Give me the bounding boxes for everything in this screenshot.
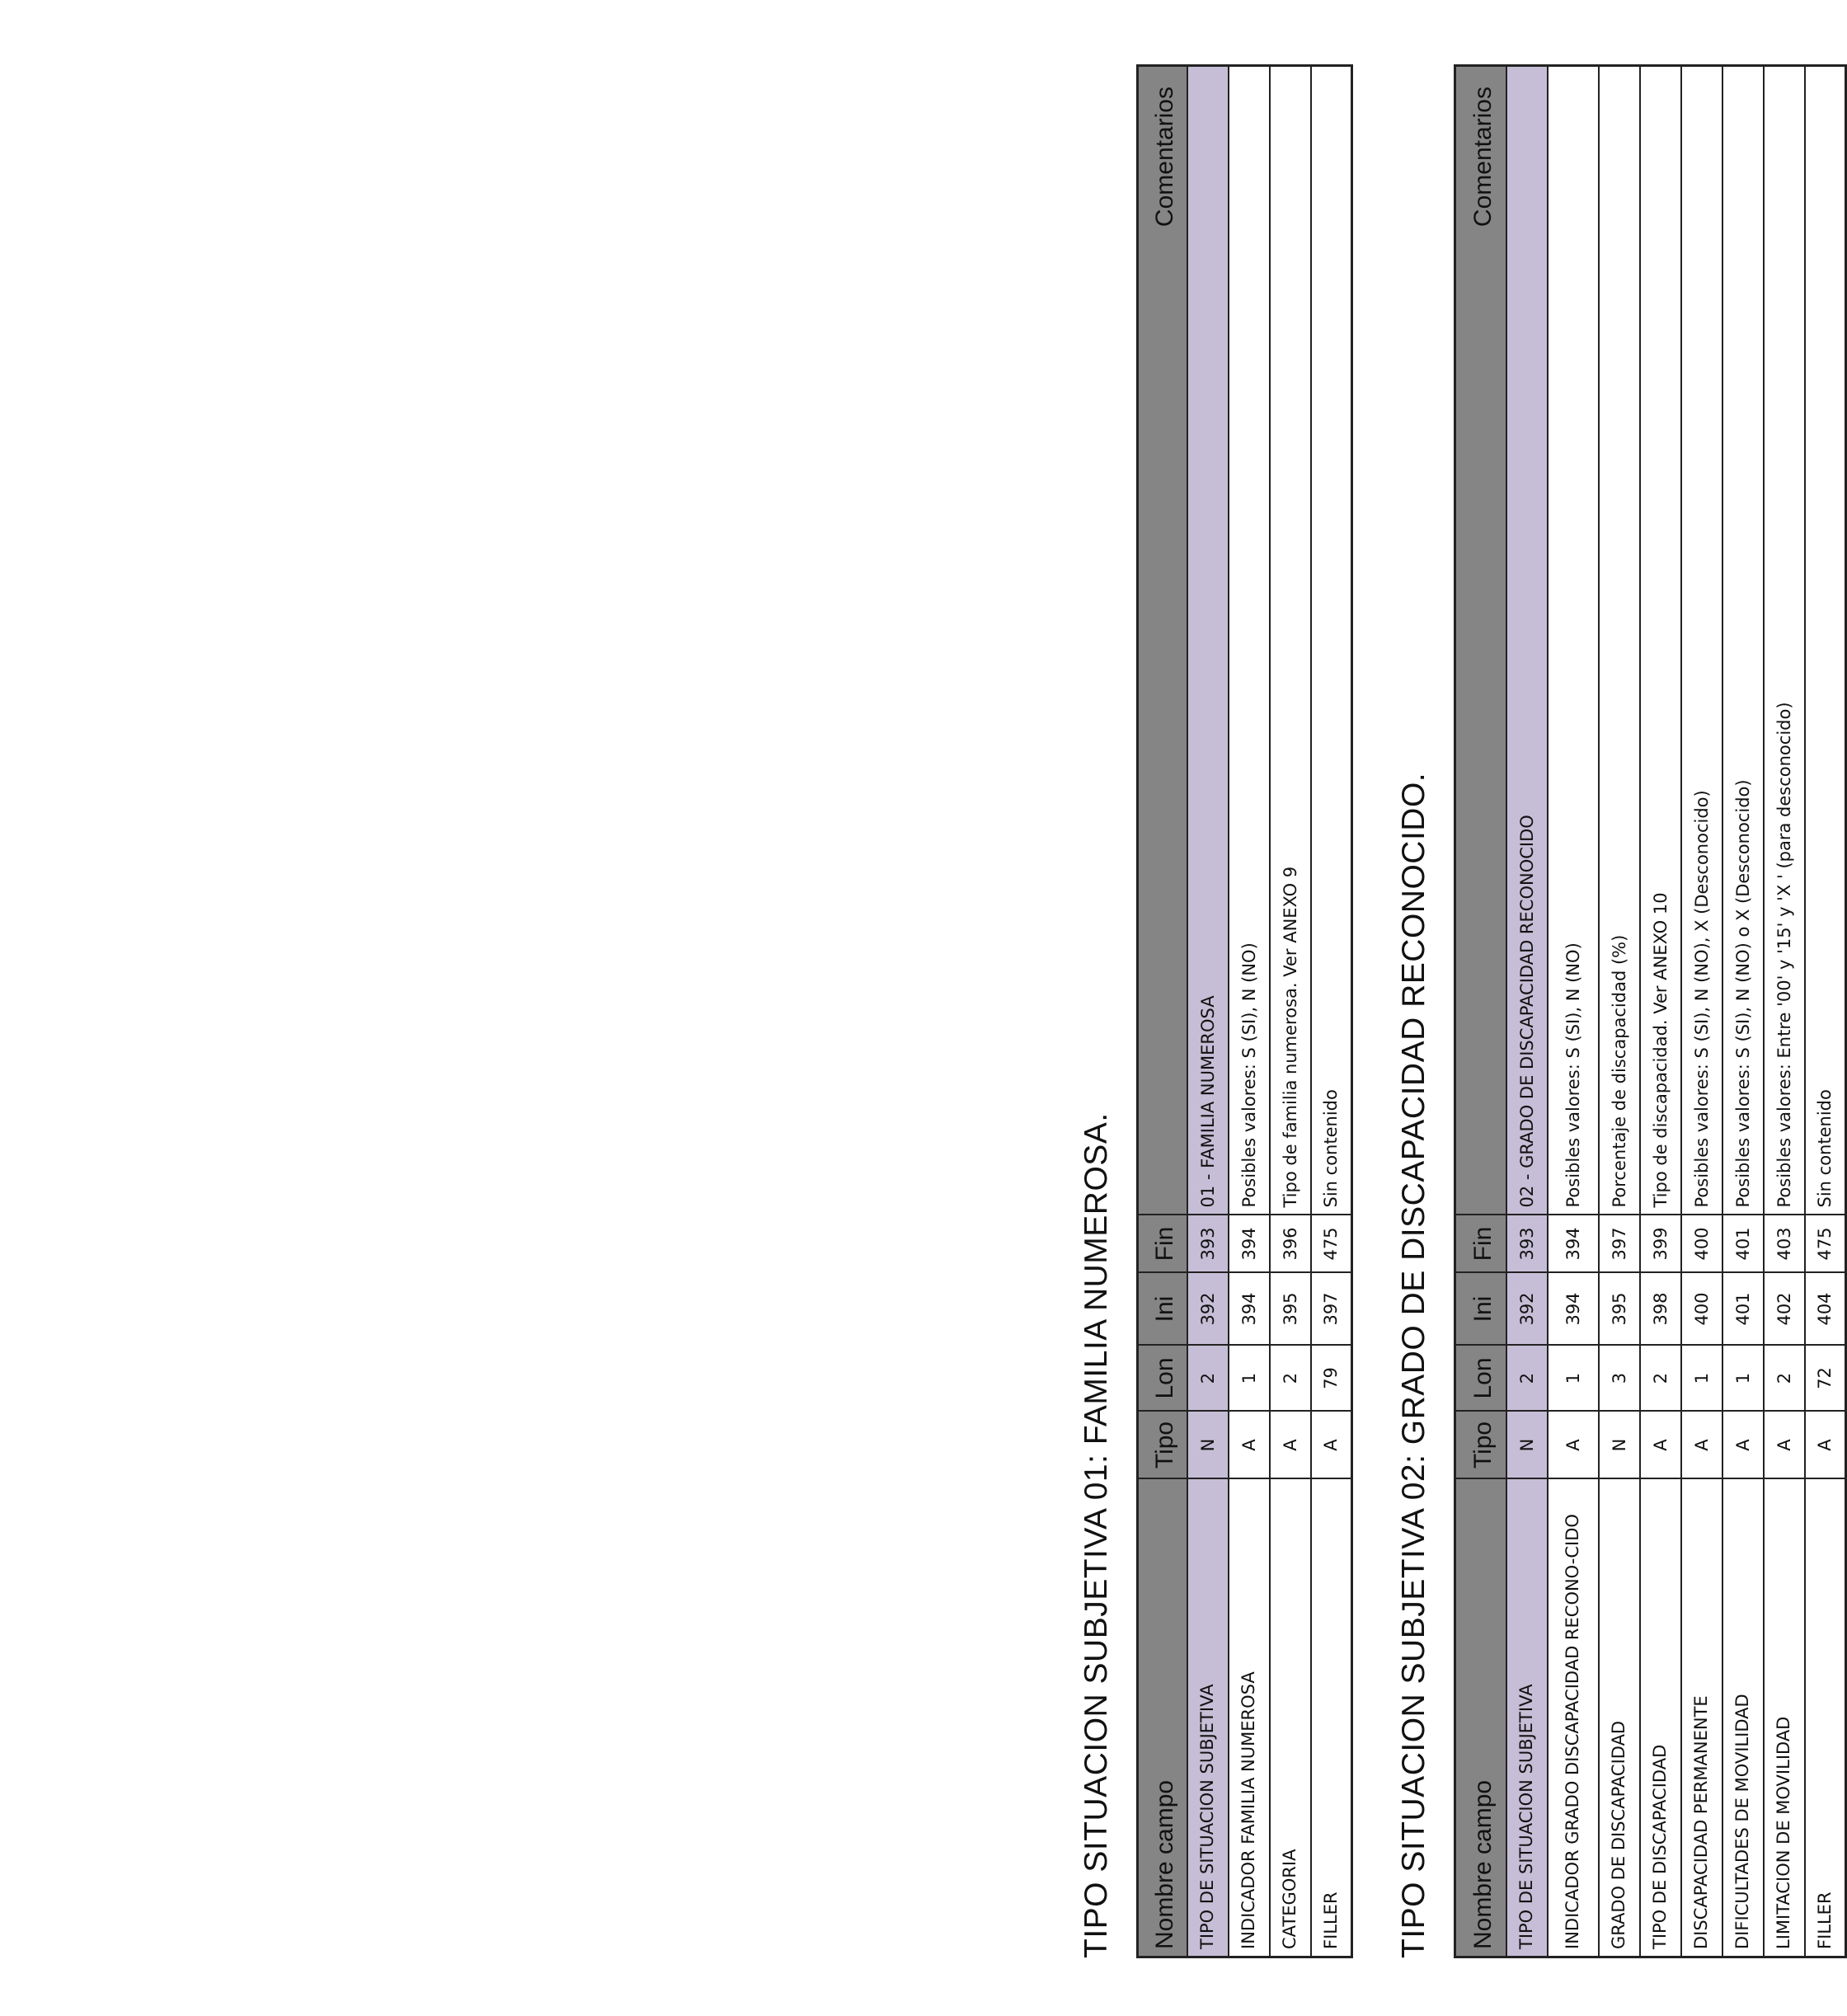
cell-comentario: 01 - FAMILIA NUMEROSA xyxy=(1187,66,1229,1215)
cell-fin: 396 xyxy=(1270,1215,1311,1273)
section-title-familia-numerosa: TIPO SITUACION SUBJETIVA 01: FAMILIA NUMEROSA. xyxy=(1079,1112,1114,1958)
cell-nombre: INDICADOR GRADO DISCAPACIDAD RECONO-CIDO xyxy=(1548,1479,1599,1957)
cell-fin: 393 xyxy=(1187,1215,1229,1273)
cell-nombre: FILLER xyxy=(1805,1479,1846,1957)
table-row xyxy=(1640,66,1681,1957)
cell-ini: 401 xyxy=(1722,1273,1764,1346)
table-familia-numerosa xyxy=(1136,64,1353,1958)
cell-fin: 393 xyxy=(1506,1215,1548,1273)
header-lon: Lon xyxy=(1455,1346,1506,1412)
cell-nombre: GRADO DE DISCAPACIDAD xyxy=(1599,1479,1640,1957)
section-title-grado-discapacidad: TIPO SITUACION SUBJETIVA 02: GRADO DE DISCAPACIDAD RECONOCIDO. xyxy=(1396,772,1431,1958)
cell-ini: 398 xyxy=(1640,1273,1681,1346)
cell-comentario: Posibles valores: S (SI), N (NO) xyxy=(1229,66,1270,1215)
table-header-row xyxy=(1138,66,1187,1957)
cell-ini: 394 xyxy=(1548,1273,1599,1346)
header-ini: Ini xyxy=(1455,1273,1506,1346)
cell-ini: 394 xyxy=(1229,1273,1270,1346)
cell-comentario: Posibles valores: S (SI), N (NO) o X (Desconocido) xyxy=(1722,66,1764,1215)
cell-tipo: A xyxy=(1805,1412,1846,1479)
cell-tipo: A xyxy=(1229,1412,1270,1479)
cell-comentario: Sin contenido xyxy=(1311,66,1352,1215)
cell-nombre: LIMITACION DE MOVILIDAD xyxy=(1764,1479,1805,1957)
table-row xyxy=(1187,66,1229,1957)
cell-nombre: DISCAPACIDAD PERMANENTE xyxy=(1681,1479,1722,1957)
cell-nombre: FILLER xyxy=(1311,1479,1352,1957)
cell-nombre: INDICADOR FAMILIA NUMEROSA xyxy=(1229,1479,1270,1957)
cell-fin: 475 xyxy=(1311,1215,1352,1273)
cell-ini: 392 xyxy=(1506,1273,1548,1346)
header-ini: Ini xyxy=(1138,1273,1187,1346)
cell-fin: 399 xyxy=(1640,1215,1681,1273)
cell-ini: 402 xyxy=(1764,1273,1805,1346)
cell-lon: 72 xyxy=(1805,1346,1846,1412)
cell-fin: 475 xyxy=(1805,1215,1846,1273)
table-row xyxy=(1722,66,1764,1957)
cell-tipo: N xyxy=(1187,1412,1229,1479)
header-lon: Lon xyxy=(1138,1346,1187,1412)
header-comentarios: Comentarios xyxy=(1455,66,1506,1215)
cell-ini: 400 xyxy=(1681,1273,1722,1346)
cell-tipo: A xyxy=(1640,1412,1681,1479)
cell-tipo: N xyxy=(1506,1412,1548,1479)
table-row xyxy=(1599,66,1640,1957)
cell-tipo: A xyxy=(1681,1412,1722,1479)
cell-comentario: Posibles valores: S (SI), N (NO) xyxy=(1548,66,1599,1215)
cell-comentario: Posibles valores: S (SI), N (NO), X (Desconocido) xyxy=(1681,66,1722,1215)
cell-fin: 401 xyxy=(1722,1215,1764,1273)
cell-comentario: Tipo de discapacidad. Ver ANEXO 10 xyxy=(1640,66,1681,1215)
cell-lon: 1 xyxy=(1722,1346,1764,1412)
cell-lon: 2 xyxy=(1506,1346,1548,1412)
cell-fin: 403 xyxy=(1764,1215,1805,1273)
header-tipo: Tipo xyxy=(1138,1412,1187,1479)
cell-comentario: Sin contenido xyxy=(1805,66,1846,1215)
cell-fin: 394 xyxy=(1548,1215,1599,1273)
cell-fin: 397 xyxy=(1599,1215,1640,1273)
cell-ini: 397 xyxy=(1311,1273,1352,1346)
cell-nombre: CATEGORIA xyxy=(1270,1479,1311,1957)
header-comentarios: Comentarios xyxy=(1138,66,1187,1215)
table-row xyxy=(1764,66,1805,1957)
table-row xyxy=(1805,66,1846,1957)
cell-lon: 1 xyxy=(1229,1346,1270,1412)
table-row xyxy=(1681,66,1722,1957)
table-row xyxy=(1548,66,1599,1957)
cell-nombre: DIFICULTADES DE MOVILIDAD xyxy=(1722,1479,1764,1957)
cell-nombre: TIPO DE DISCAPACIDAD xyxy=(1640,1479,1681,1957)
cell-lon: 1 xyxy=(1548,1346,1599,1412)
cell-fin: 400 xyxy=(1681,1215,1722,1273)
cell-lon: 2 xyxy=(1764,1346,1805,1412)
table-row xyxy=(1311,66,1352,1957)
cell-tipo: A xyxy=(1764,1412,1805,1479)
cell-lon: 79 xyxy=(1311,1346,1352,1412)
cell-ini: 395 xyxy=(1270,1273,1311,1346)
cell-lon: 2 xyxy=(1640,1346,1681,1412)
header-nombre-campo: Nombre campo xyxy=(1138,1479,1187,1957)
cell-lon: 1 xyxy=(1681,1346,1722,1412)
cell-fin: 394 xyxy=(1229,1215,1270,1273)
header-nombre-campo: Nombre campo xyxy=(1455,1479,1506,1957)
cell-tipo: A xyxy=(1270,1412,1311,1479)
table-row xyxy=(1270,66,1311,1957)
cell-ini: 395 xyxy=(1599,1273,1640,1346)
cell-lon: 2 xyxy=(1187,1346,1229,1412)
cell-nombre: TIPO DE SITUACION SUBJETIVA xyxy=(1187,1479,1229,1957)
cell-comentario: 02 - GRADO DE DISCAPACIDAD RECONOCIDO xyxy=(1506,66,1548,1215)
header-fin: Fin xyxy=(1455,1215,1506,1273)
cell-ini: 404 xyxy=(1805,1273,1846,1346)
cell-tipo: A xyxy=(1548,1412,1599,1479)
cell-comentario: Porcentaje de discapacidad (%) xyxy=(1599,66,1640,1215)
cell-tipo: A xyxy=(1722,1412,1764,1479)
table-grado-discapacidad xyxy=(1454,64,1847,1958)
cell-comentario: Tipo de familia numerosa. Ver ANEXO 9 xyxy=(1270,66,1311,1215)
cell-tipo: N xyxy=(1599,1412,1640,1479)
cell-comentario: Posibles valores: Entre '00' y '15' y 'X ' (para desconocido) xyxy=(1764,66,1805,1215)
header-fin: Fin xyxy=(1138,1215,1187,1273)
cell-nombre: TIPO DE SITUACION SUBJETIVA xyxy=(1506,1479,1548,1957)
cell-lon: 3 xyxy=(1599,1346,1640,1412)
table-row xyxy=(1506,66,1548,1957)
cell-tipo: A xyxy=(1311,1412,1352,1479)
table-row xyxy=(1229,66,1270,1957)
header-tipo: Tipo xyxy=(1455,1412,1506,1479)
cell-ini: 392 xyxy=(1187,1273,1229,1346)
cell-lon: 2 xyxy=(1270,1346,1311,1412)
table-header-row xyxy=(1455,66,1506,1957)
